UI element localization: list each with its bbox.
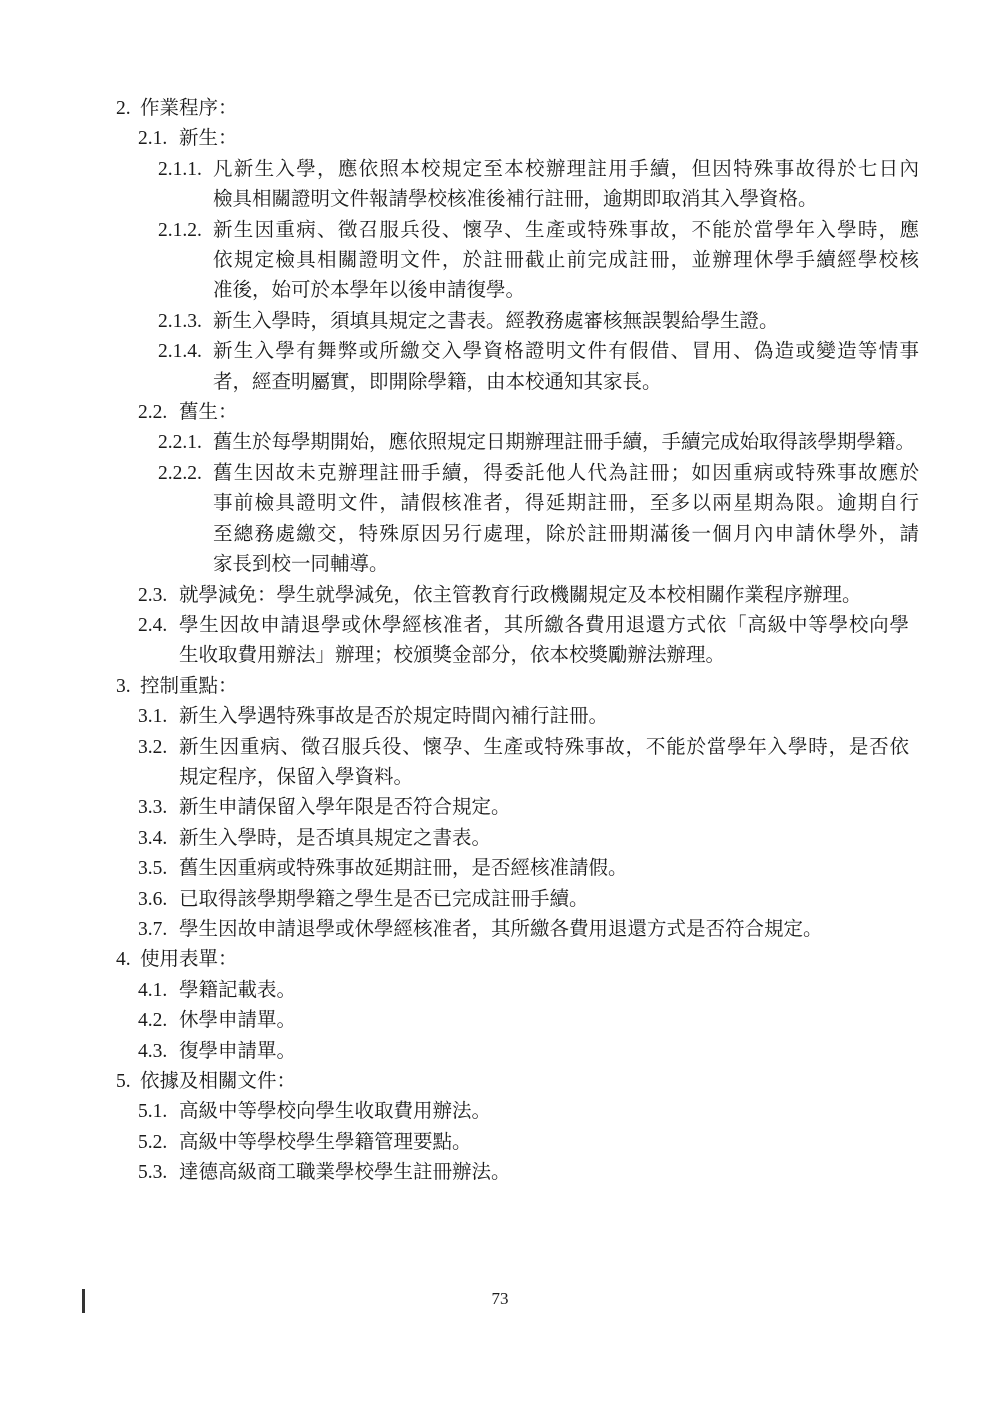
list-item [138,885,1000,915]
item-text [213,337,919,398]
item-number: 5.3. [138,1162,168,1184]
item-number: 3.2. [138,736,168,758]
page-number: 73 [491,1289,509,1308]
item-text [140,94,238,124]
item-line: 新生因重病、徵召服兵役、懷孕、生產或特殊事故，不能於當學年入學時，是否依 [179,736,909,758]
item-number: 3.5. [138,858,168,880]
item-line: 就學減免：學生就學減免，依主管教育行政機關規定及本校相關作業程序辦理。 [179,584,862,606]
item-text [179,854,909,884]
item-text [179,702,909,732]
item-text [179,733,909,794]
list-item [138,824,1000,854]
item-line: 學籍記載表。 [179,979,297,1001]
item-line: 控制重點： [140,675,238,697]
item-line: 家長到校一同輔導。 [213,554,389,576]
item-text [140,945,238,975]
item-number: 2.2.2. [158,462,202,484]
list-item [158,307,1000,337]
item-text [213,428,919,458]
list-item [116,94,1000,124]
item-text [179,1006,909,1036]
item-text [179,124,909,154]
item-number: 2.1.4. [158,341,202,363]
item-line: 依規定檢具相關證明文件，於註冊截止前完成註冊，並辦理休學手續經學校核 [213,250,919,272]
list-item [138,611,1000,672]
item-text [179,976,909,1006]
item-number: 2.1.1. [158,158,202,180]
list-item [138,915,1000,945]
item-line: 生收取費用辦法」辦理；校頒獎金部分，依本校獎勵辦法辦理。 [179,645,726,667]
item-line: 休學申請單。 [179,1010,297,1032]
item-text [213,216,919,307]
item-text [179,1128,909,1158]
item-line: 舊生因重病或特殊事故延期註冊，是否經核准請假。 [179,858,628,880]
item-line: 至總務處繳交，特殊原因另行處理，除於註冊期滿後一個月內申請休學外，請 [213,523,919,545]
item-line: 作業程序： [140,98,238,119]
item-number: 2. [116,98,131,119]
item-number: 3.1. [138,706,168,728]
item-number: 2.4. [138,614,168,636]
item-number: 2.1. [138,128,168,150]
item-text [179,824,909,854]
item-number: 2.1.2. [158,219,202,241]
item-line: 新生入學有舞弊或所繳交入學資格證明文件有假借、冒用、偽造或變造等情事 [213,341,919,363]
item-number: 4.2. [138,1010,168,1032]
list-item [116,672,1000,702]
item-line: 使用表單： [140,949,238,971]
list-item [138,793,1000,823]
list-item [138,1006,1000,1036]
list-item [138,733,1000,794]
item-line: 凡新生入學，應依照本校規定至本校辦理註用手續，但因特殊事故得於七日內 [213,158,919,180]
list-item [158,428,1000,458]
item-number: 3.6. [138,888,168,910]
item-text [179,915,909,945]
list-item [116,945,1000,975]
item-number: 3.4. [138,827,168,849]
list-item [138,124,1000,154]
document-body [0,94,1000,1189]
item-number: 5.1. [138,1101,168,1123]
item-line: 學生因故申請退學或休學經核准者，其所繳各費用退還方式是否符合規定。 [179,918,823,940]
item-number: 5. [116,1071,131,1092]
item-text [179,1037,909,1067]
item-line: 新生入學時，是否填具規定之書表。 [179,827,492,849]
item-number: 2.2.1. [158,432,202,454]
item-line: 新生因重病、徵召服兵役、懷孕、生產或特殊事故，不能於當學年入學時，應 [213,219,919,241]
list-item [138,854,1000,884]
item-text [213,307,919,337]
item-text [179,793,909,823]
item-line: 復學申請單。 [179,1040,297,1062]
item-number: 3. [116,675,131,697]
list-item [158,216,1000,307]
item-line: 新生入學遇特殊事故是否於規定時間內補行註冊。 [179,706,609,728]
item-line: 舊生： [179,402,238,424]
list-item [158,337,1000,398]
list-item [138,702,1000,732]
item-line: 事前檢具證明文件，請假核准者，得延期註冊，至多以兩星期為限。逾期自行 [213,493,919,515]
item-number: 4.1. [138,979,168,1001]
item-line: 者，經查明屬實，即開除學籍，由本校通知其家長。 [213,371,662,393]
item-line: 依據及相關文件： [140,1071,297,1092]
item-line: 達德高級商工職業學校學生註冊辦法。 [179,1162,511,1184]
item-number: 3.7. [138,918,168,940]
item-text [179,885,909,915]
list-item [138,1037,1000,1067]
item-line: 規定程序，保留入學資料。 [179,766,414,788]
item-line: 舊生於每學期開始，應依照規定日期辦理註冊手續，手續完成始取得該學期學籍。 [213,432,916,454]
item-text [179,398,909,428]
item-line: 檢具相關證明文件報請學校核准後補行註冊，逾期即取消其入學資格。 [213,189,818,211]
item-number: 2.2. [138,402,168,424]
item-text [140,1067,296,1097]
item-line: 已取得該學期學籍之學生是否已完成註冊手續。 [179,888,589,910]
item-line: 新生申請保留入學年限是否符合規定。 [179,797,511,819]
item-text [213,459,919,581]
list-item [158,155,1000,216]
item-number: 4.3. [138,1040,168,1062]
item-number: 2.1.3. [158,310,202,332]
list-item [138,1128,1000,1158]
item-text [213,155,919,216]
list-item [138,1158,1000,1188]
item-line: 高級中等學校學生學籍管理要點。 [179,1131,472,1153]
item-number: 3.3. [138,797,168,819]
list-item [138,581,1000,611]
item-line: 新生入學時，須填具規定之書表。經教務處審核無誤製給學生證。 [213,310,779,332]
item-line: 舊生因故未克辦理註冊手續，得委託他人代為註冊；如因重病或特殊事故應於 [213,462,919,484]
list-item [138,398,1000,428]
item-text [179,1097,909,1127]
item-line: 高級中等學校向學生收取費用辦法。 [179,1101,492,1123]
page-footer [0,1288,1000,1310]
item-text [179,611,909,672]
list-item [138,976,1000,1006]
item-line: 學生因故申請退學或休學經核准者，其所繳各費用退還方式依「高級中等學校向學 [179,614,909,636]
item-number: 5.2. [138,1131,168,1153]
item-number: 2.3. [138,584,168,606]
item-line: 准後，始可於本學年以後申請復學。 [213,280,526,302]
item-line: 新生： [179,128,238,150]
item-text [140,672,238,702]
item-text [179,581,909,611]
list-item [158,459,1000,581]
list-item [138,1097,1000,1127]
item-number: 4. [116,949,131,971]
item-text [179,1158,909,1188]
list-item [116,1067,1000,1097]
